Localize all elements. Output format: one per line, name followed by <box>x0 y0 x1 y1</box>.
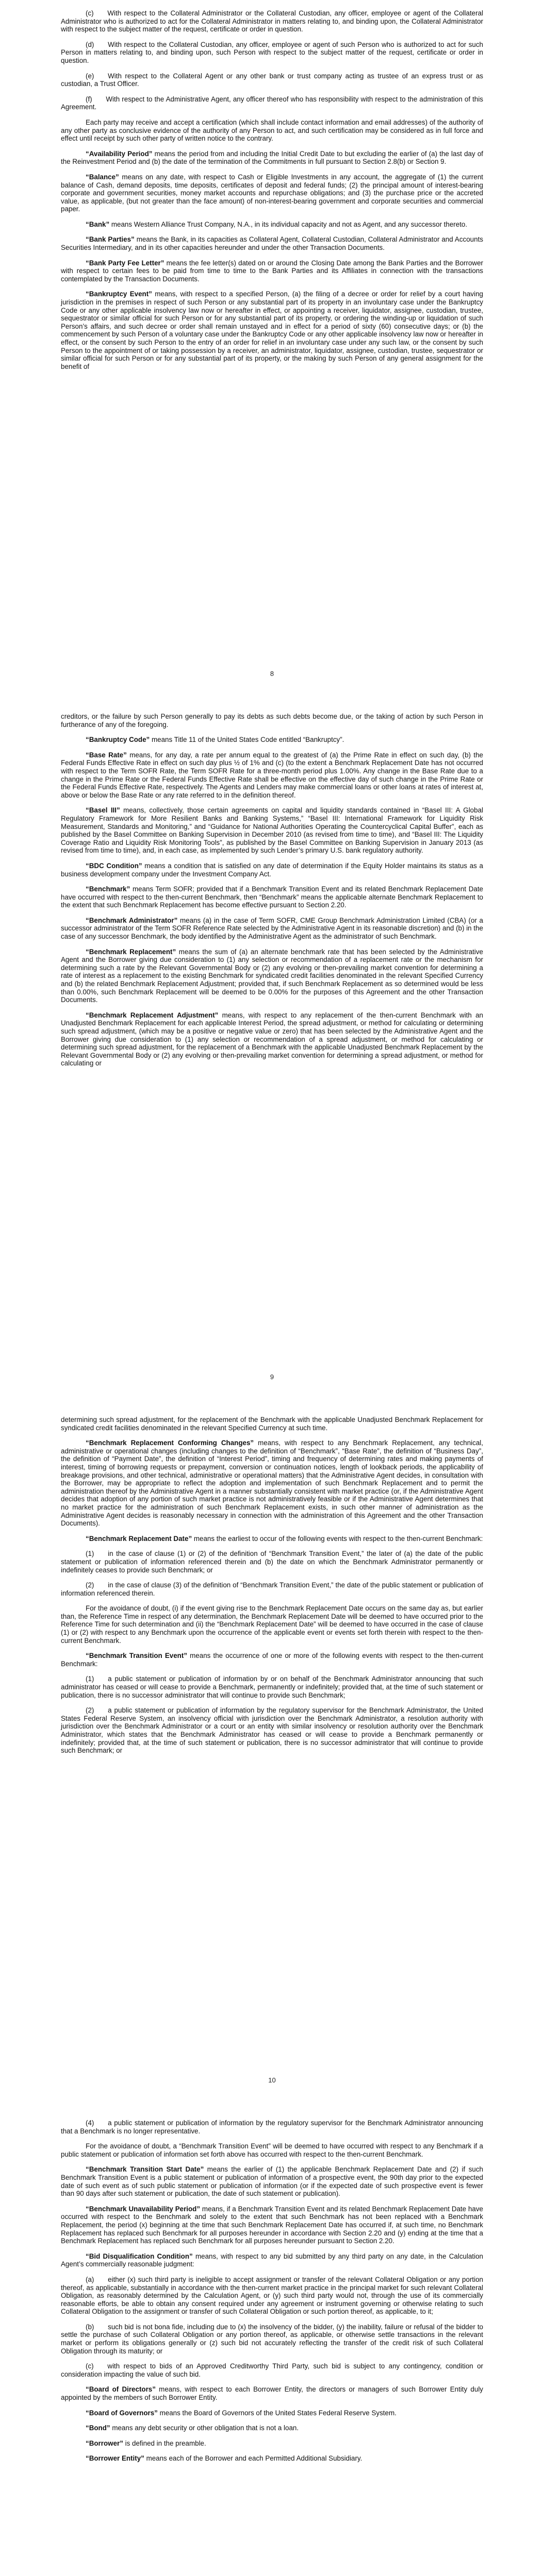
paragraph: (f) With respect to the Administrative Agent, any officer thereof who has responsibility with respect to the administration of this Agreement. <box>61 95 483 111</box>
paragraph: “Bankruptcy Event” means, with respect to a specified Person, (a) the filing of a decree or order for relief by a court having jurisdiction in the premises in respect of such Person or any substantial part of its property in an involuntary case under the Bankruptcy Code or any other applicable insolvency law now or hereafter in effect, or appointing a receiver, liquidator, assignee, custodian, trustee, sequestrator or similar official for such Person or for any substantial part of its property, or ordering the winding-up or liquidation of such Person’s affairs, and such decree or order shall remain unstayed and in effect for a period of sixty (60) consecutive days; or (b) the commencement by such Person of a voluntary case under the Bankruptcy Code or any other applicable insolvency law now or hereafter in effect, or the consent by such Person to the entry of an order for relief in an involuntary case under any such law, or the consent by such Person to the appointment of or taking possession by a receiver, an administrator, liquidator, assignee, custodian, trustee, sequestrator or similar official for such Person or for any substantial part of its property, or the making by such Person of any general assignment for the benefit of <box>61 290 484 370</box>
paragraph: Each party may receive and accept a certification (which shall include contact information and email addresses) of the authority of any other party as conclusive evidence of the authority of any Person to act, and such certification may be considered as in full force and effect until receipt by such other party of written notice to the contrary. <box>61 118 483 143</box>
document-page-0 <box>0 0 544 703</box>
paragraph: “Bank” means Western Alliance Trust Company, N.A., in its individual capacity and not as Agent, and any successor thereto. <box>86 220 468 228</box>
paragraph: “Benchmark Transition Start Date” means the earlier of (1) the applicable Benchmark Replacement Date and (2) if such Benchmark Transition Event is a public statement or publication of information of a prospective event, the 90th day prior to the expected date of such event as of such public statement or publication of information (or if the expected date of such prospective event is fewer than 90 days after such statement or publication, the date of such statement or publication). <box>61 2165 483 2198</box>
paragraph: “Availability Period” means the period from and including the Initial Credit Date to but excluding the earlier of (a) the last day of the Reinvestment Period and (b) the date of the termination of the Commitments in full pursuant to Section 2.8(b) or Section 9. <box>61 149 484 166</box>
paragraph: creditors, or the failure by such Person generally to pay its debts as such debts become due, or the taking of action by such Person in furtherance of any of the foregoing. <box>61 713 483 728</box>
document-page-2 <box>0 1406 544 2110</box>
paragraph: (4) a public statement or publication of information by the regulatory supervisor for the Benchmark Administrator announcing that a Benchmark is no longer representative. <box>61 2119 483 2135</box>
paragraph: “Benchmark Replacement” means the sum of (a) an alternate benchmark rate that has been selected by the Administrative Agent and the Borrower giving due consideration to (1) any selection or recommendation of a replacement rate or the mechanism for determining such a rate by the Relevant Governmental Body or (2) any evolving or then-prevailing market convention for determining a rate of interest as a replacement to the existing Benchmark for syndicated credit facilities denominated in the relevant Specified Currency and (b) the related Benchmark Replacement Adjustment; provided that, if such Benchmark Replacement as so determined would be less than 0.00%, such Benchmark Replacement will be deemed to be 0.00% for the purposes of this Agreement and the other Transaction Documents. <box>61 947 483 1004</box>
paragraph: (2) in the case of clause (3) of the definition of “Benchmark Transition Event,” the date of the public statement or publication of information referenced therein. <box>61 1581 483 1597</box>
paragraph: “Benchmark Replacement Adjustment” means, with respect to any replacement of the then-current Benchmark with an Unadjusted Benchmark Replacement for each applicable Interest Period, the spread adjustment, or method for calculating or determining such spread adjustment, (which may be a positive or negative value or zero) that has been selected by the Administrative Agent and the Borrower giving due consideration to (1) any selection or recommendation of a spread adjustment, or method for calculating or determining such spread adjustment, for the replacement of a Benchmark with the applicable Unadjusted Benchmark Replacement by the Relevant Governmental Body or (2) any evolving or then-prevailing market convention for determining a spread adjustment, or method for calculating or <box>61 1011 483 1067</box>
paragraph: “Board of Governors” means the Board of Governors of the United States Federal Reserve System. <box>86 2409 397 2417</box>
paragraph: (b) such bid is not bona fide, including due to (x) the insolvency of the bidder, (y) the inability, failure or refusal of the bidder to settle the purchase of such Collateral Obligation or any portion thereof, as applicable, or otherwise settle transactions in the relevant market or perform its obligations generally or (z) such bid not accurately reflecting the transfer of the credit risk of such Collateral Obligation through its maturity; or <box>61 2323 483 2355</box>
document-page-3 <box>0 2110 544 2576</box>
page-body <box>61 9 483 378</box>
paragraph: (e) With respect to the Collateral Agent or any other bank or trust company acting as trustee of an express trust or as custodian, a Trust Officer. <box>61 72 483 88</box>
paragraph: determining such spread adjustment, for the replacement of the Benchmark with the applicable Unadjusted Benchmark Replacement for syndicated credit facilities denominated in the relevant Specified Currency at such time. <box>61 1416 483 1432</box>
paragraph: For the avoidance of doubt, (i) if the event giving rise to the Benchmark Replacement Date occurs on the same day as, but earlier than, the Reference Time in respect of any determination, the Benchmark Replacement Date will be deemed to have occurred prior to the Reference Time for such determination and (ii) the “Benchmark Replacement Date” will be deemed to have occurred in the case of clause (1) or (2) with respect to any Benchmark upon the occurrence of the applicable event or events set forth therein with respect to the then-current Benchmark. <box>61 1604 483 1645</box>
page-body <box>61 713 483 1075</box>
paragraph: “Benchmark Administrator” means (a) in the case of Term SOFR, CME Group Benchmark Administration Limited (CBA) (or a successor administrator of the Term SOFR Reference Rate selected by the Administrative Agent in its reasonable discretion) and (b) in the case of any successor Benchmark, the body identified by the Administrative Agent as the administrator of such Benchmark. <box>61 916 484 941</box>
paragraph: “Bid Disqualification Condition” means, with respect to any bid submitted by any third party on any date, in the Calculation Agent’s commercially reasonable judgment: <box>61 2252 483 2268</box>
paragraph: (d) With respect to the Collateral Custodian, any officer, employee or agent of such Person who is authorized to act for such Person in matters relating to, and binding upon, such Person with respect to the subject matter of the request, certificate or order in question. <box>61 40 483 64</box>
paragraph: “Bond” means any debt security or other obligation that is not a loan. <box>86 2424 299 2432</box>
paragraph: “Board of Directors” means, with respect to each Borrower Entity, the directors or managers of such Borrower Entity duly appointed by the members of such Borrower Entity. <box>61 2385 483 2402</box>
paragraph: “Borrower Entity” means each of the Borrower and each Permitted Additional Subsidiary. <box>86 2454 362 2463</box>
page-number: 10 <box>268 2076 276 2084</box>
paragraph: “Benchmark Transition Event” means the occurrence of one or more of the following events with respect to the then-current Benchmark: <box>61 1652 484 1668</box>
paragraph: (2) a public statement or publication of information by the regulatory supervisor for the Benchmark Administrator, the United States Federal Reserve System, an insolvency official with jurisdiction over the Benchmark Administrator, a resolution authority with jurisdiction over the Benchmark Administrator or a court or an entity with similar insolvency or resolution authority over the Benchmark Administrator, which states that the Benchmark Administrator has ceased or will cease to provide a Benchmark permanently or indefinitely; provided that, at the time of such statement or publication, there is no successor administrator that will continue to provide such Benchmark; or <box>61 1706 483 1755</box>
paragraph: “BDC Condition” means a condition that is satisfied on any date of determination if the Equity Holder maintains its status as a business development company under the Investment Company Act. <box>61 861 483 878</box>
paragraph: “Bankruptcy Code” means Title 11 of the United States Code entitled “Bankruptcy”. <box>86 736 344 744</box>
paragraph: (c) With respect to the Collateral Administrator or the Collateral Custodian, any officer, employee or agent of the Collateral Administrator who is authorized to act for the Collateral Administrator in matters relating to, and binding upon, the Collateral Administrator with respect to the subject matter of the request, certificate or order in question. <box>61 9 483 33</box>
paragraph: (1) a public statement or publication of information by or on behalf of the Benchmark Administrator announcing that such administrator has ceased or will cease to provide a Benchmark, permanently or indefinitely; provided that, at the time of such statement or publication, there is no successor administrator that will continue to provide such Benchmark; <box>61 1675 483 1699</box>
paragraph: “Benchmark Unavailability Period” means, if a Benchmark Transition Event and its related Benchmark Replacement Date have occurred with respect to the Benchmark and solely to the extent that such Benchmark has not been replaced with a Benchmark Replacement, the period (x) beginning at the time that such Benchmark Replacement Date has occurred if, at such time, no Benchmark Replacement has replaced such Benchmark for all purposes hereunder in accordance with Section 2.20 and (y) ending at the time that a Benchmark Replacement has replaced such Benchmark for all purposes hereunder pursuant to Section 2.20. <box>61 2205 484 2245</box>
paragraph: “Benchmark Replacement Date” means the earliest to occur of the following events with respect to the then-current Benchmark: <box>86 1534 483 1543</box>
paragraph: “Benchmark Replacement Conforming Changes” means, with respect to any Benchmark Replacement, any technical, administrative or operational changes (including changes to the definition of “Benchmark”, “Base Rate”, the definition of “Business Day”, the definition of “Payment Date”, the definition of “Interest Period”, timing and frequency of determining rates and making payments of interest, timing of borrowing requests or prepayment, conversion or continuation notices, length of lookback periods, the applicability of breakage provisions, and other technical, administrative or operational matters) that the Administrative Agent decides, in consultation with the Borrower, may be appropriate to reflect the adoption and implementation of such Benchmark Replacement and to permit the administration thereof by the Administrative Agent in a manner substantially consistent with market practice (or, if the Administrative Agent decides that adoption of any portion of such market practice is not administratively feasible or if the Administrative Agent determines that no market practice for the administration of such Benchmark Replacement exists, in such other manner of administration as the Administrative Agent decides is reasonably necessary in connection with the administration of this Agreement and the other Transaction Documents). <box>61 1439 483 1528</box>
paragraph: “Base Rate” means, for any day, a rate per annum equal to the greatest of (a) the Prime Rate in effect on such day, (b) the Federal Funds Effective Rate in effect on such day plus ½ of 1% and (c) (to the extent a Benchmark Replacement Date has not occurred with respect to the Term SOFR Rate, the Term SOFR Rate for a three-month period plus 1.00%. Any change in the Base Rate due to a change in the Prime Rate or the Federal Funds Effective Rate shall be effective on the effective day of such change in the Prime Rate or the Federal Funds Effective Rate, respectively. The Agents and Lenders may make commercial loans or other loans at rates of interest at, above or below the Base Rate or any rate referred to in the definition thereof. <box>61 751 483 799</box>
paragraph: “Basel III” means, collectively, those certain agreements on capital and liquidity standards contained in “Basel III: A Global Regulatory Framework for More Resilient Banks and Banking Systems,” “Basel III: International Framework for Liquidity Risk Measurement, Standards and Monitoring,” and “Guidance for National Authorities Operating the Countercyclical Capital Buffer”, each as published by the Basel Committee on Banking Supervision in December 2010 (as revised from time to time), and “Basel III: The Liquidity Coverage Ratio and Liquidity Risk Monitoring Tools”, as published by the Basel Committee on Banking Supervision in January 2013 (as revised from time to time), and, in each case, as implemented by such Lender’s primary U.S. bank regulatory authority. <box>61 806 483 855</box>
page-body <box>61 2119 483 2470</box>
page-number: 9 <box>270 1373 274 1381</box>
page-body <box>61 1416 483 1762</box>
paragraph: “Benchmark” means Term SOFR; provided that if a Benchmark Transition Event and its related Benchmark Replacement Date have occurred with respect to the then-current Benchmark, then “Benchmark” means the applicable alternate Benchmark Replacement to the extent that such Benchmark Replacement has become effective pursuant to Section 2.20. <box>61 885 483 909</box>
paragraph: “Borrower” is defined in the preamble. <box>86 2439 206 2447</box>
paragraph: “Balance” means on any date, with respect to Cash or Eligible Investments in any account, the aggregate of (1) the current balance of Cash, demand deposits, time deposits, certificates of deposit and federal funds; (2) the principal amount of interest-bearing corporate and government securities, money market accounts and repurchase obligations; and (3) the purchase price or the accreted value, as applicable, (but not greater than the face amount) of non-interest-bearing government and corporate securities and commercial paper. <box>61 173 483 213</box>
paragraph: (c) with respect to bids of an Approved Creditworthy Third Party, such bid is subject to any contingency, condition or consideration impacting the value of such bid. <box>61 2362 483 2378</box>
paragraph: “Bank Parties” means the Bank, in its capacities as Collateral Agent, Collateral Custodian, Collateral Administrator and Accounts Securities Intermediary, and in its other capacities hereunder and under the other Transaction Documents. <box>61 235 483 252</box>
paragraph: (a) either (x) such third party is ineligible to accept assignment or transfer of the relevant Collateral Obligation or any portion thereof, as applicable, substantially in accordance with the then-current market practice in the principal market for such relevant Collateral Obligation, as reasonably determined by the Calculation Agent, or (y) such third party would not, through the use of its commercially reasonable efforts, be able to obtain any consent required under any agreement or instrument governing or otherwise relating to such Collateral Obligation to the assignment or transfer of such Collateral Obligation or such portion thereof, as applicable, to it; <box>61 2275 483 2316</box>
page-number: 8 <box>270 670 274 677</box>
paragraph: “Bank Party Fee Letter” means the fee letter(s) dated on or around the Closing Date among the Bank Parties and the Borrower with respect to certain fees to be paid from time to time to the Bank Parties and its Affiliates in connection with the transactions contemplated by the Transaction Documents. <box>61 259 483 283</box>
paragraph: For the avoidance of doubt, a “Benchmark Transition Event” will be deemed to have occurred with respect to any Benchmark if a public statement or publication of information set forth above has occurred with respect to the then-current Benchmark. <box>61 2142 483 2158</box>
document-page-1 <box>0 703 544 1406</box>
paragraph: (1) in the case of clause (1) or (2) of the definition of “Benchmark Transition Event,” the later of (a) the date of the public statement or publication of information referenced therein and (b) the date on which the Benchmark Administrator permanently or indefinitely ceases to provide such Benchmark; or <box>61 1550 483 1574</box>
